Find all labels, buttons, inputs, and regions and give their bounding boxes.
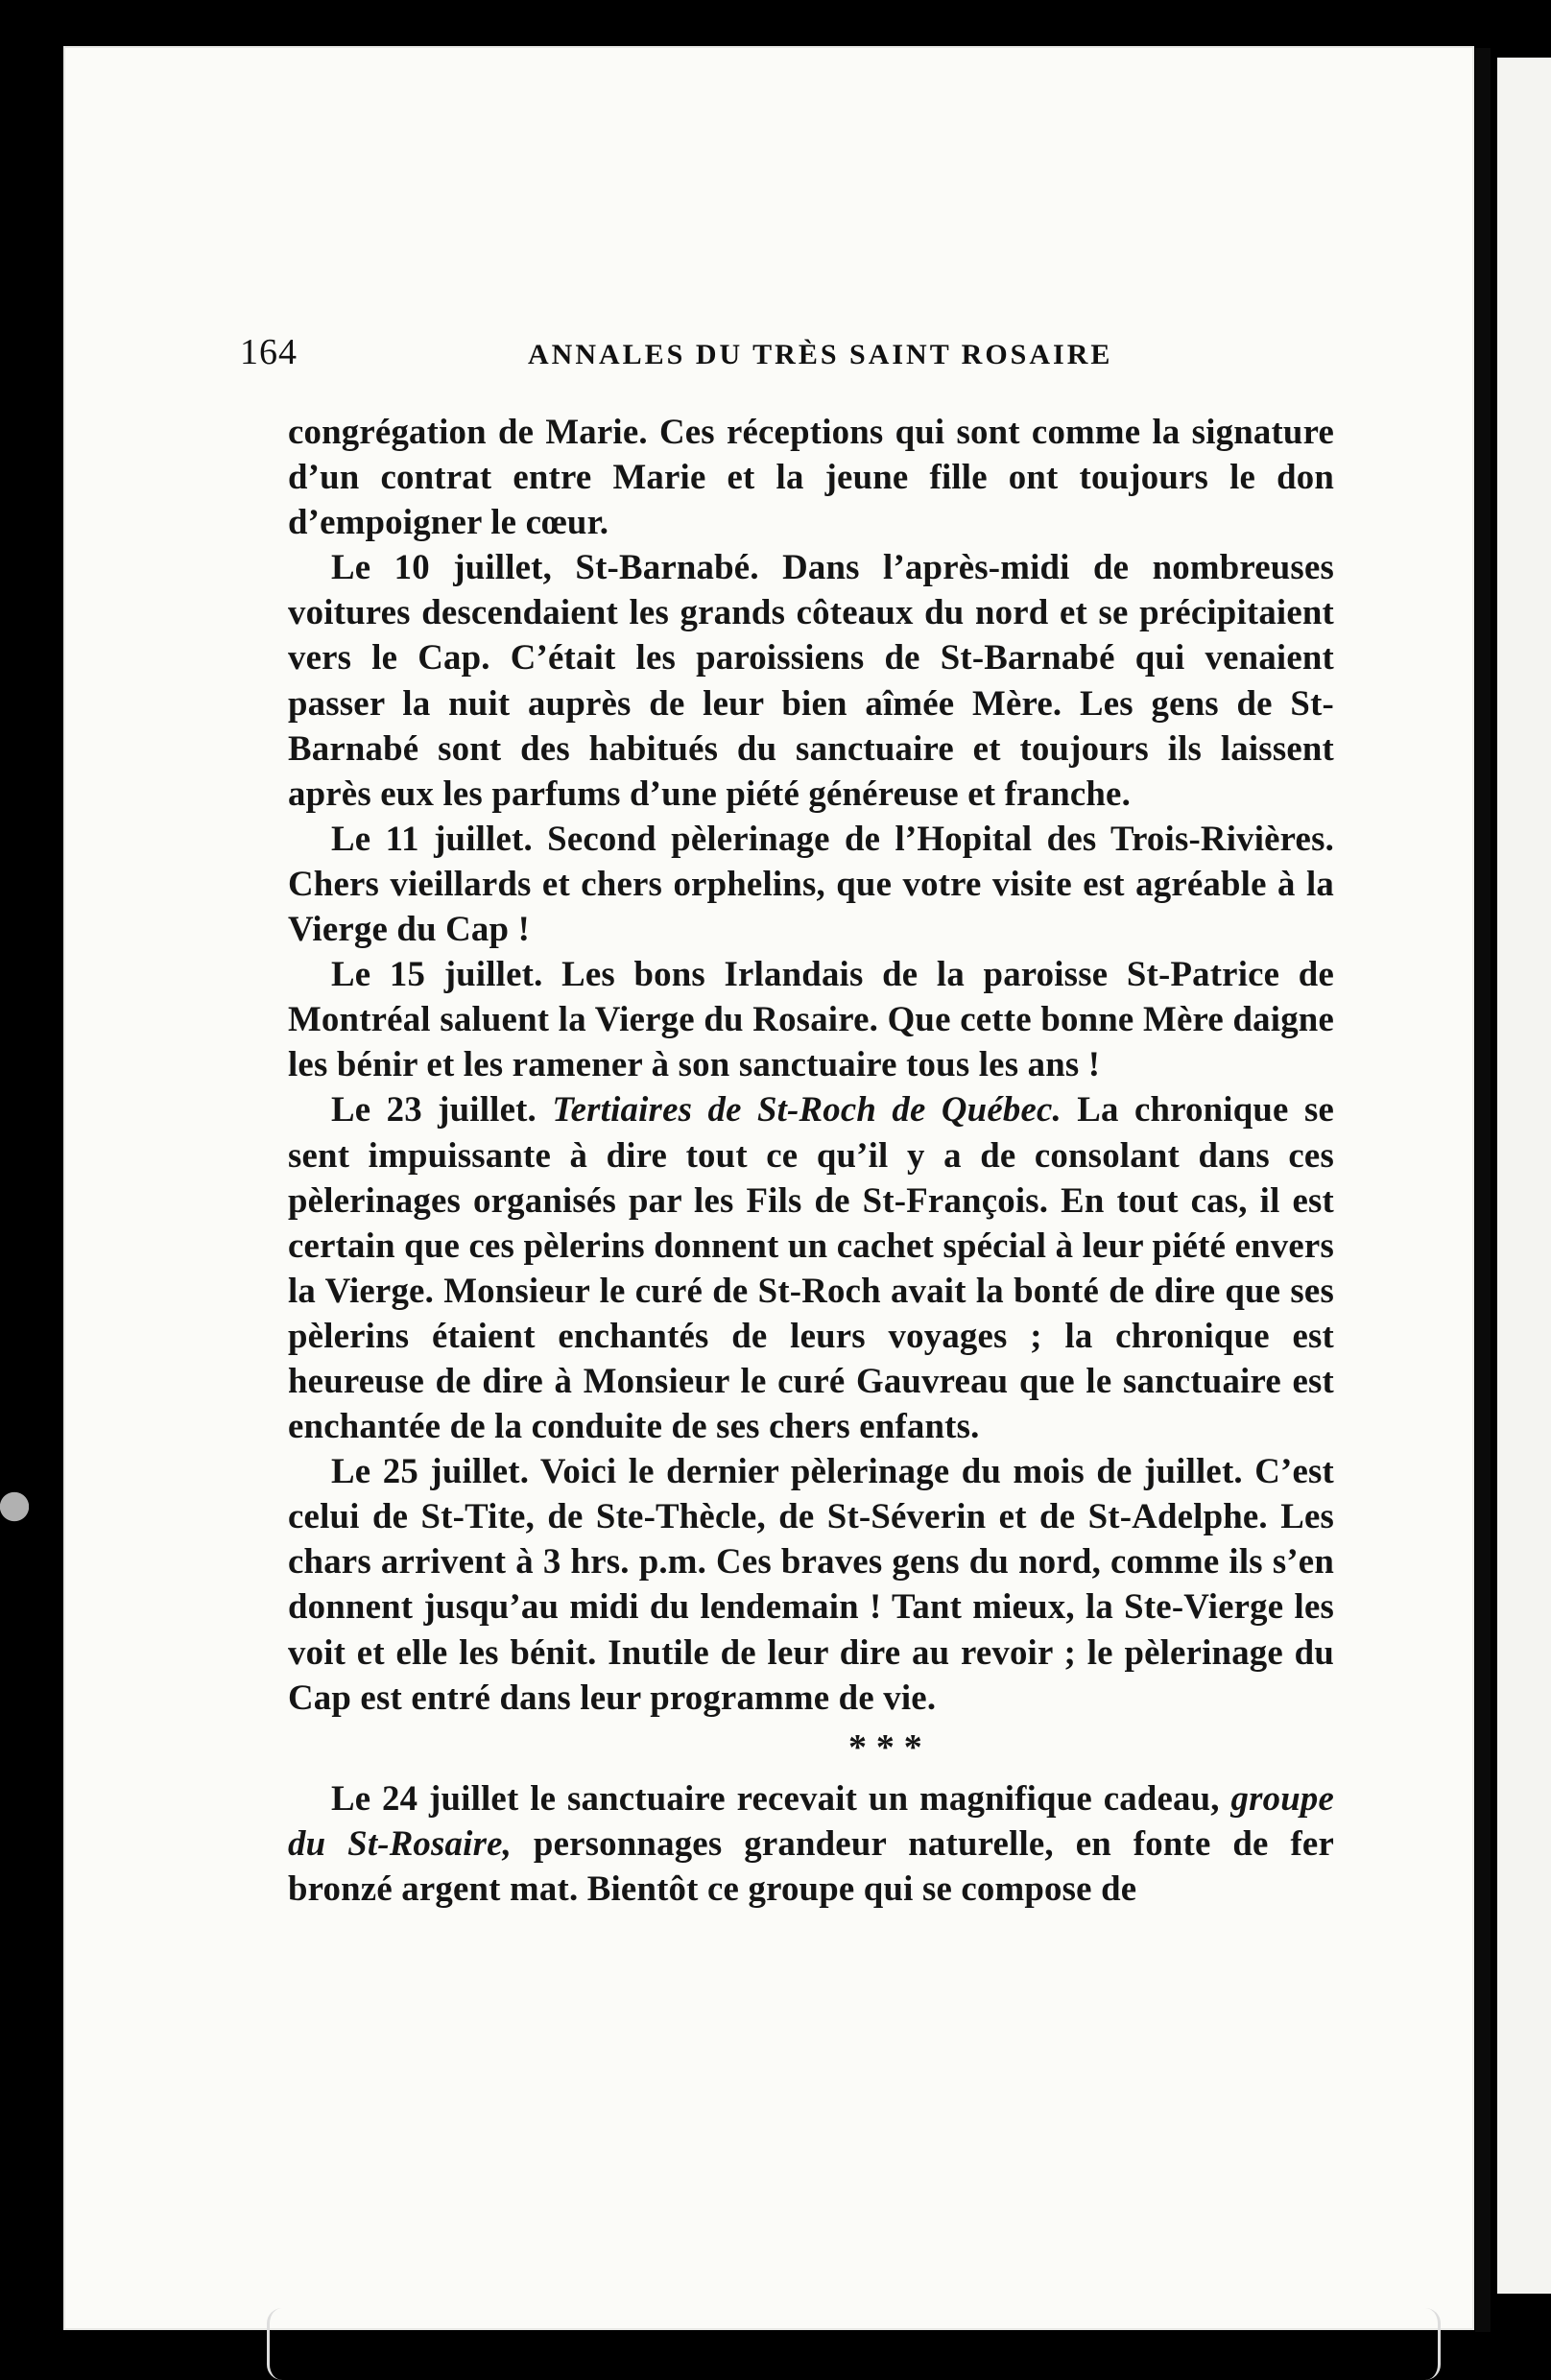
running-title: ANNALES DU TRÈS SAINT ROSAIRE [528, 339, 1113, 370]
scan-speck [0, 1468, 29, 1545]
paragraph-5-rest: La chronique se sent impuissante à dire tout ce qu’il y a de consolant dans ces pèlerinages organisés par les Fils de St-François. En tout cas, il est certain que ces pèlerins donnent un cachet spécial à leur piété envers la Vierge. Monsieur le curé de St-Roch avait la bonté de dire que ses pèlerins étaient enchantés de leurs voyages ; la chronique est heureuse de dire à Monsieur le curé Gauvreau que le sanctuaire est enchantée de la conduite de ses chers enfants. [288, 1089, 1334, 1446]
paragraph-3: Le 11 juillet. Second pèlerinage de l’Hopital des Trois-Rivières. Chers vieillards et chers orphelins, que votre visite est agréable à la Vierge du Cap ! [288, 818, 1334, 949]
page-number: 164 [240, 332, 298, 372]
paragraph-4: Le 15 juillet. Les bons Irlandais de la paroisse St-Patrice de Montréal saluent la Vierge du Rosaire. Que cette bonne Mère daigne les bénir et les ramener à son sanctuaire tous les ans ! [288, 954, 1334, 1084]
paragraph-6: Le 25 juillet. Voici le dernier pèlerinage du mois de juillet. C’est celui de St-Tite, de Ste-Thècle, de St-Séverin et de St-Adelphe. Les chars arrivent à 3 hrs. p.m. Ces braves gens du nord, comme ils s’en donnent jusqu’au midi du lendemain ! Tant mieux, la Ste-Vierge les voit et elle les bénit. Inutile de leur dire au revoir ; le pèlerinage du Cap est entré dans leur programme de vie. [288, 1451, 1334, 1717]
page-body [288, 409, 1334, 1911]
bottom-scan-mark-right [1415, 2308, 1441, 2380]
page-header [240, 331, 1324, 379]
final-paragraph-italic: groupe du St-Rosaire, [288, 1777, 1334, 1863]
final-paragraph-rest: personnages grandeur naturelle, en fonte de fer bronzé argent mat. Bientôt ce groupe qui se compose de [288, 1822, 1334, 1908]
right-page-edge [1497, 58, 1551, 2294]
book-gutter [1475, 48, 1491, 2332]
bottom-scan-mark-left [267, 2308, 293, 2380]
final-paragraph [288, 1775, 1334, 1911]
paragraph-1: congrégation de Marie. Ces réceptions qui sont comme la signature d’un contrat entre Marie et la jeune fille ont toujours le don d’empoigner le cœur. [288, 412, 1334, 542]
paragraph-2: Le 10 juillet, St-Barnabé. Dans l’après-midi de nombreuses voitures descendaient les grands côteaux du nord et se précipitaient vers le Cap. C’était les paroissiens de St-Barnabé qui venaient passer la nuit auprès de leur bien aîmée Mère. Les gens de St-Barnabé sont des habitués du sanctuaire et toujours ils laissent après eux les parfums d’une piété généreuse et franche. [288, 547, 1334, 813]
section-separator: * * * [848, 1726, 922, 1768]
paragraph-5 [288, 1086, 1334, 1448]
paragraph-5-italic: Tertiaires de St-Roch de Québec. [552, 1089, 1062, 1130]
final-paragraph-lead: Le 24 juillet le sanctuaire recevait un magnifique cadeau, [331, 1777, 1220, 1818]
paragraph-5-lead: Le 23 juillet. [331, 1089, 537, 1130]
